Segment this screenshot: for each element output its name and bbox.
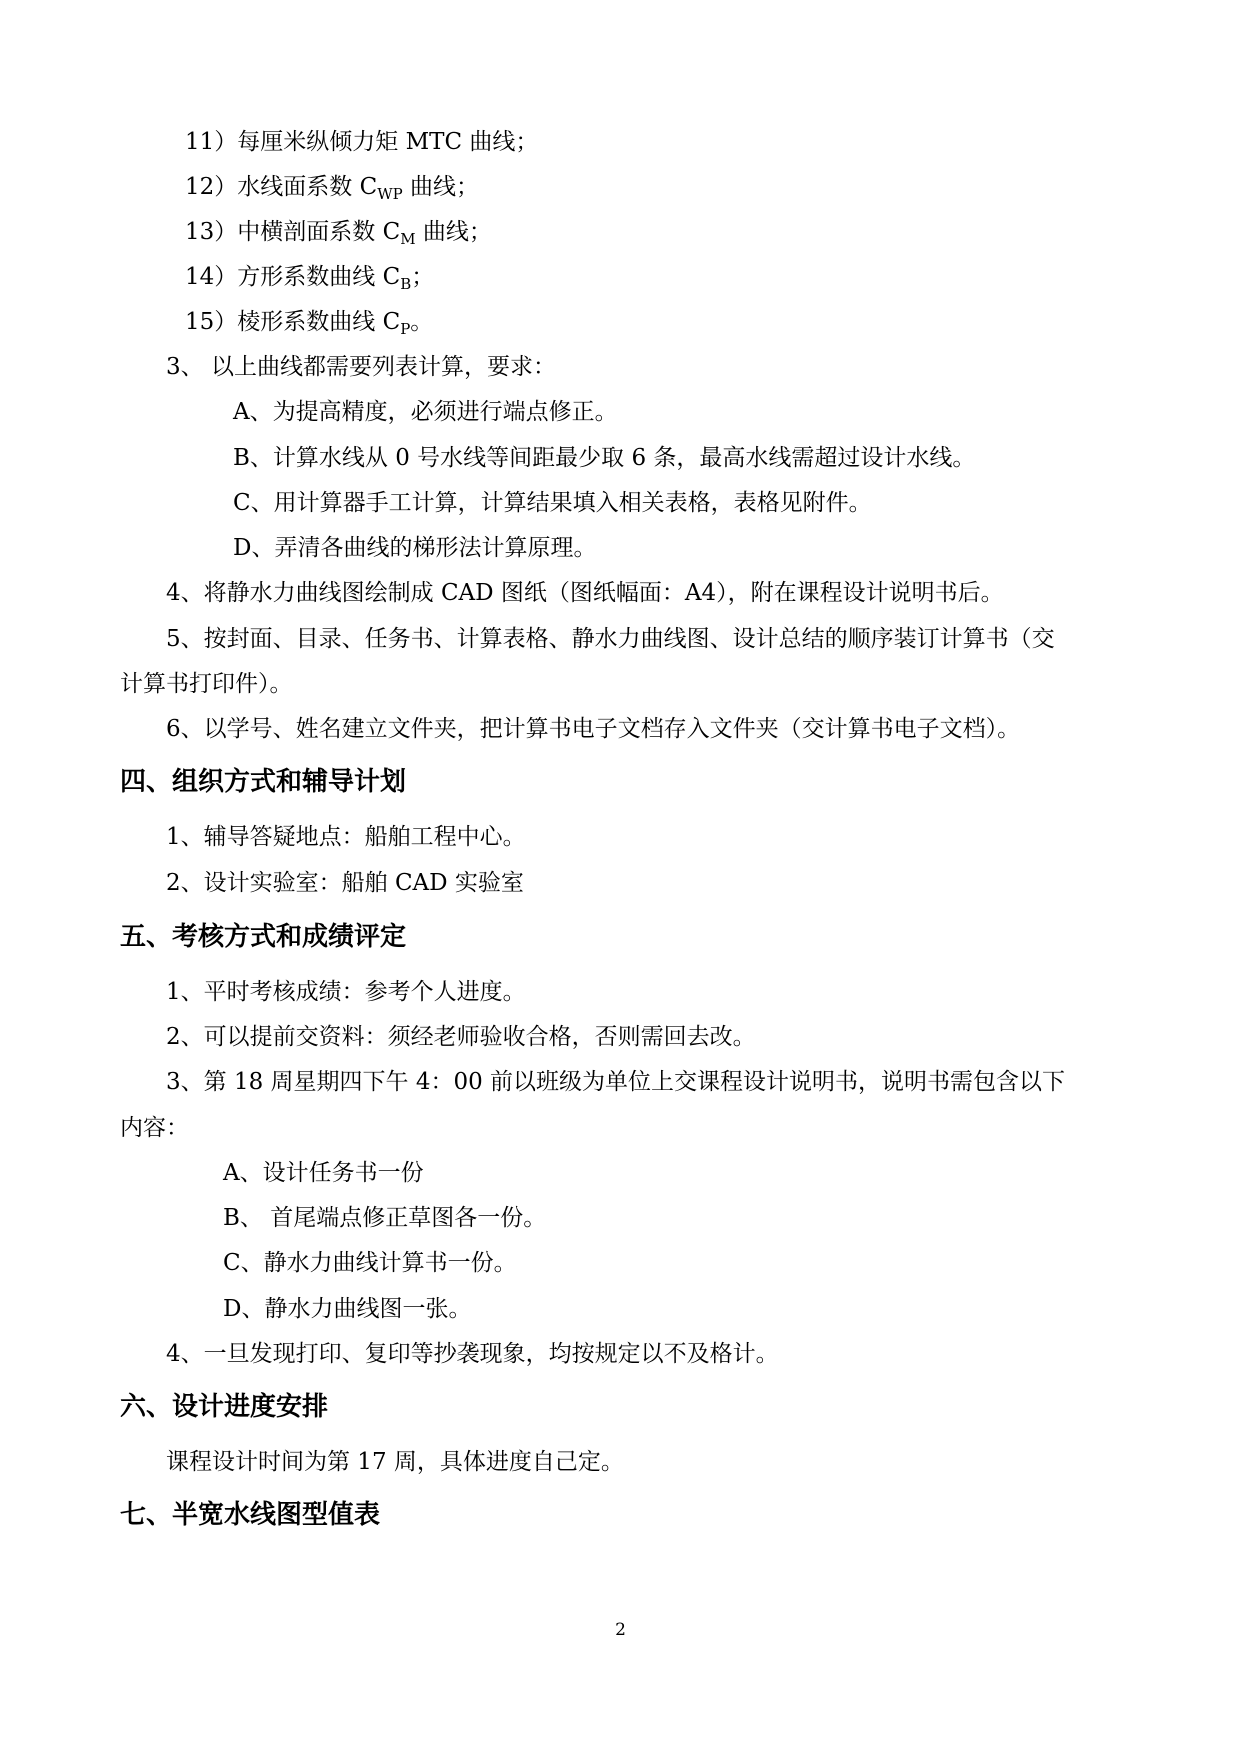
requirement-3-item-b: B、计算水线从 0 号水线等间距最少取 6 条，最高水线需超过设计水线。 <box>233 445 976 471</box>
section-5-sub-d: D、静水力曲线图一张。 <box>223 1296 472 1322</box>
requirement-3-item-d: D、弄清各曲线的梯形法计算原理。 <box>233 535 597 561</box>
curve-item-15: 15）棱形系数曲线 $C_P$。 <box>185 309 434 338</box>
section-5-heading: 五、考核方式和成绩评定 <box>120 922 407 952</box>
section-5-item-2: 2、可以提前交资料：须经老师验收合格，否则需回去改。 <box>166 1024 756 1050</box>
section-5-item-3-line2: 内容： <box>120 1115 189 1141</box>
section-5-sub-a: A、设计任务书一份 <box>223 1160 424 1186</box>
section-6-heading: 六、设计进度安排 <box>120 1392 329 1422</box>
curve-item-11: 11）每厘米纵倾力矩 MTC 曲线； <box>185 129 539 155</box>
section-5-sub-c: C、静水力曲线计算书一份。 <box>223 1250 517 1276</box>
requirement-5-line2: 计算书打印件）。 <box>120 671 293 697</box>
section-6-text: 课程设计时间为第 17 周，具体进度自己定。 <box>166 1449 624 1475</box>
requirement-3-item-a: A、为提高精度，必须进行端点修正。 <box>233 399 618 425</box>
section-4-item-1: 1、辅导答疑地点：船舶工程中心。 <box>166 824 526 850</box>
page-number: 2 <box>615 1620 626 1640</box>
requirement-4: 4、将静水力曲线图绘制成 CAD 图纸（图纸幅面：A4），附在课程设计说明书后。 <box>166 580 1004 606</box>
curve-item-12: 12）水线面系数 $C_{WP}$ 曲线； <box>185 174 480 203</box>
section-4-heading: 四、组织方式和辅导计划 <box>120 767 407 797</box>
section-5-item-4: 4、一旦发现打印、复印等抄袭现象，均按规定以不及格计。 <box>166 1341 779 1367</box>
section-5-item-3-line1: 3、第 18 周星期四下午 4：00 前以班级为单位上交课程设计说明书，说明书需包含以下 <box>166 1069 1066 1095</box>
curve-item-13: 13）中横剖面系数 $C_M$ 曲线； <box>185 219 492 248</box>
section-7-heading: 七、半宽水线图型值表 <box>120 1500 381 1530</box>
requirement-5-line1: 5、按封面、目录、任务书、计算表格、静水力曲线图、设计总结的顺序装订计算书（交 <box>166 626 1055 652</box>
requirement-6: 6、以学号、姓名建立文件夹，把计算书电子文档存入文件夹（交计算书电子文档）。 <box>166 716 1021 742</box>
requirement-3-intro: 3、 以上曲线都需要列表计算，要求： <box>166 354 556 380</box>
requirement-3-item-c: C、用计算器手工计算，计算结果填入相关表格，表格见附件。 <box>233 490 872 516</box>
curve-item-14: 14）方形系数曲线 $C_B$； <box>185 264 435 293</box>
section-4-item-2: 2、设计实验室：船舶 CAD 实验室 <box>166 870 524 896</box>
section-5-sub-b: B、 首尾端点修正草图各一份。 <box>223 1205 547 1231</box>
section-5-item-1: 1、平时考核成绩：参考个人进度。 <box>166 979 526 1005</box>
